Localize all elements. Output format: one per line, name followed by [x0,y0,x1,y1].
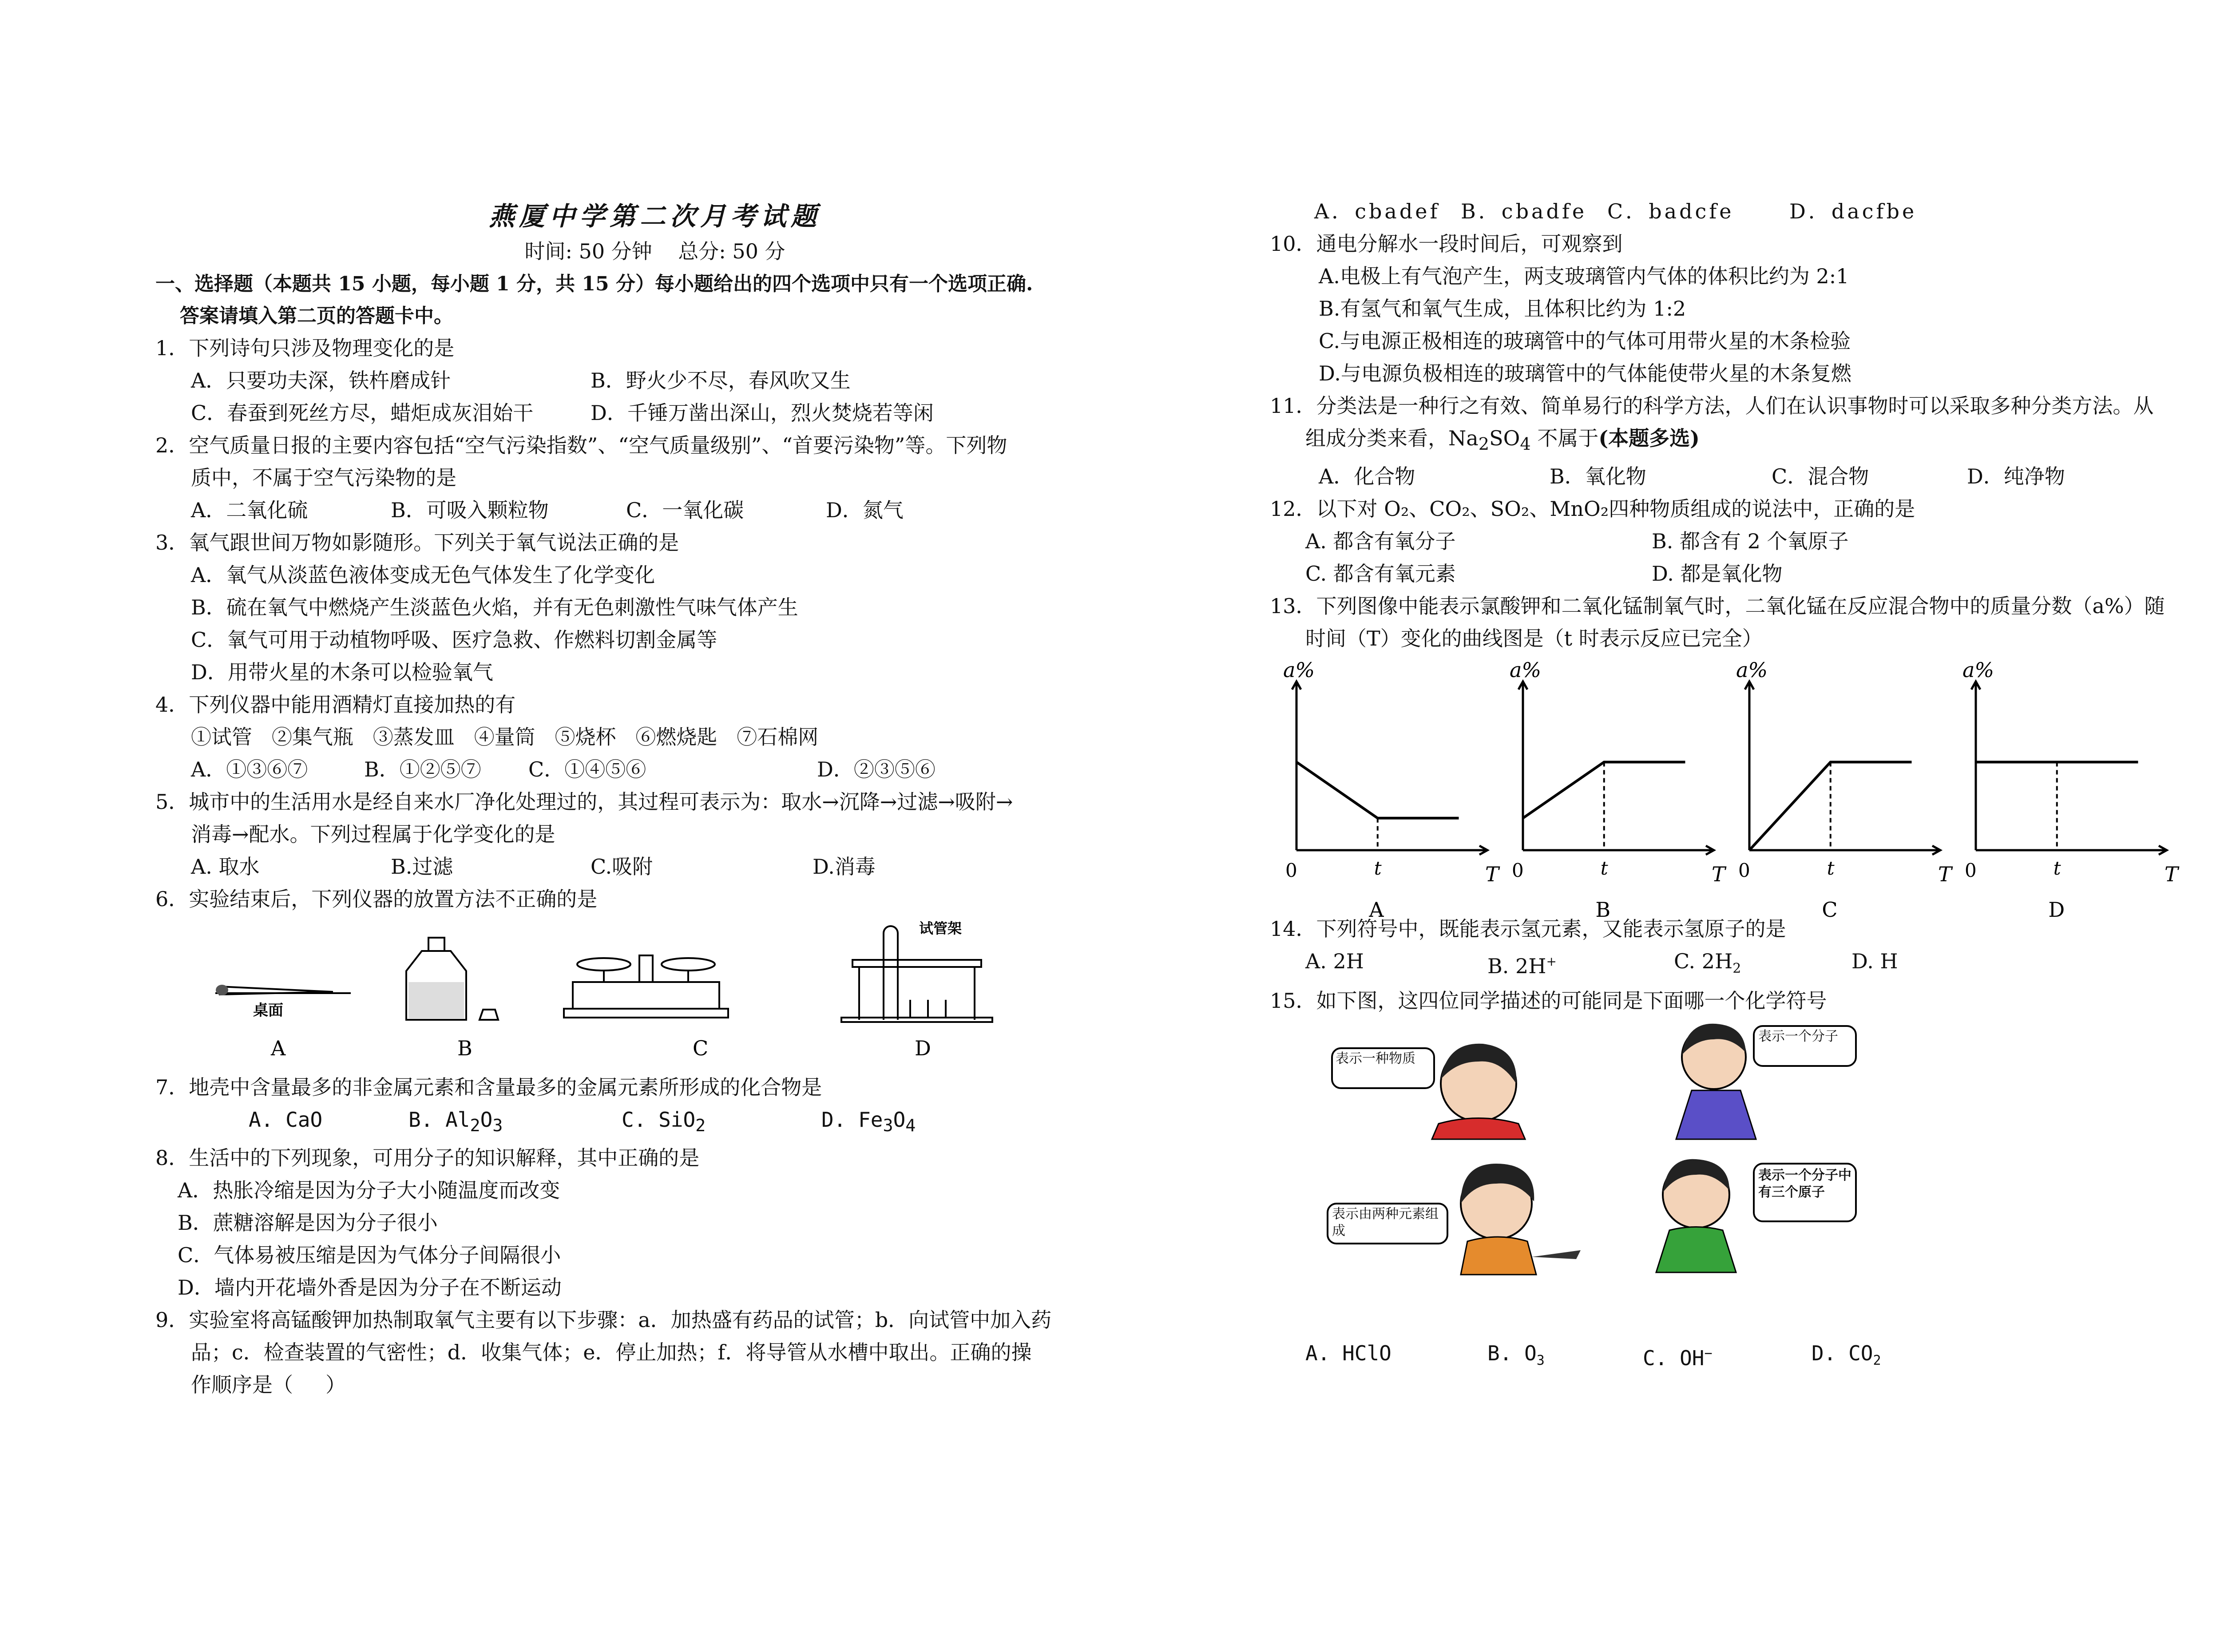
option-b[interactable]: B．野火少不尽，春风吹又生 [591,368,851,392]
question-12: 12．以下对 O₂、CO₂、SO₂、MnO₂四种物质组成的说法中，正确的是 A. 都含有氧分子 B. 都含有 2 个氧原子 C. 都含有氧元素 D. 都是氧化物 [1270,493,2220,590]
q13-chart-a-origin: 0 [1285,860,1297,882]
option-c[interactable]: C．①④⑤⑥ [528,757,646,781]
q13-chart-b-ylabel: a% [1510,658,1542,682]
option-d[interactable]: D．dacfbe [1789,199,1917,223]
q6-fig-d-test-tube-rack [841,920,992,1022]
q13-chart-b-xlabel: T [1712,862,1725,887]
option-c[interactable]: C. $2H_2$ [1674,949,1741,977]
option-a[interactable]: A. 都含有氧分子 [1305,529,1456,554]
option-d[interactable]: D. 都是氧化物 [1652,562,1783,586]
option-b[interactable]: B. $O_3$ [1487,1341,1545,1369]
question-8: 8．生活中的下列现象，可用分子的知识解释，其中正确的是 A．热胀冷缩是因为分子大小随温度而改变 B．蔗糖溶解是因为分子很小 C．气体易被压缩是因为气体分子间隔很小 D．墙内开花墙外香是因为分子在不断运动 [155,1142,1154,1304]
option-d[interactable]: D．墙内开花墙外香是因为分子在不断运动 [178,1276,562,1300]
q13-chart-b-origin: 0 [1512,860,1524,882]
q13-chart-a-xlabel: T [1485,862,1499,887]
bubble-2-text: 表示一个分子 [1758,1029,1838,1045]
q6-fig-c-balance [564,955,728,1018]
option-b[interactable]: B．氧化物 [1550,464,1646,489]
option-b[interactable]: B．①②⑤⑦ [364,757,481,781]
q6-fig-a-test-tube [215,985,351,1019]
option-a[interactable]: A．热胀冷缩是因为分子大小随温度而改变 [178,1178,560,1203]
option-a[interactable]: A. HClO [1305,1341,1391,1366]
option-d[interactable]: D. $CO_2$ [1812,1341,1881,1369]
q6-fig-b-reagent-bottle [406,938,498,1020]
q13-chart-c-option-label: C [1822,898,1838,922]
q13-chart-d-ylabel: a% [1962,658,1994,682]
question-9: 9．实验室将高锰酸钾加热制取氧气主要有以下步骤：a．加热盛有药品的试管；b．向试管中加入药 品；c．检查装置的气密性；d．收集气体；e．停止加热；f．将导管从水槽中取出。正确的操 作顺序是（ ） [155,1308,1052,1397]
right-column [1270,195,2220,1377]
option-c[interactable]: C．badcfe [1607,199,1734,223]
student-2-illustration [1676,1024,1856,1139]
q13-chart-c-xlabel: T [1938,862,1952,887]
q13-chart-c-origin: 0 [1738,860,1750,882]
q6-label-c[interactable]: C [693,1036,709,1060]
bubble-1-text: 表示一种物质 [1336,1051,1415,1067]
option-c[interactable]: C.吸附 [591,855,653,879]
q13-chart-b-t-label: t [1600,857,1608,879]
option-d[interactable]: D.消毒 [813,855,876,879]
option-b[interactable]: B．蔗糖溶解是因为分子很小 [178,1211,438,1235]
q13-chart-d-option-label: D [2048,898,2065,922]
bubble-4-text: 表示一个分子中有三个原子 [1758,1168,1851,1200]
question-3: 3．氧气跟世间万物如影随形。下列关于氧气说法正确的是 A．氧气从淡蓝色液体变成无色气体发生了化学变化 B．硫在氧气中燃烧产生淡蓝色火焰，并有无色刺激性气味气体产生 C．氧气可用于动植物呼吸、医疗急救、作燃料切割金属等 D．用带火星的木条可以检验氧气 [155,527,1154,689]
option-b[interactable]: B. $Al_2O_3$ [408,1108,503,1136]
option-a[interactable]: A．只要功夫深，铁杵磨成针 [191,368,451,392]
option-c[interactable]: C．气体易被压缩是因为气体分子间隔很小 [178,1243,561,1268]
option-c[interactable]: C．混合物 [1772,464,1869,489]
desk-label: 桌面 [253,1002,283,1019]
question-10: 10．通电分解水一段时间后，可观察到 A.电极上有气泡产生，两支玻璃管内气体的体积比约为 2:1 B.有氢气和氧气生成，且体积比约为 1:2 C.与电源正极相连的玻璃管中的气体可用带火星的木条检验 D.与电源负极相连的玻璃管中的气体能使带火星的木条复燃 [1270,228,2220,390]
q13-chart-c-t-label: t [1827,857,1835,879]
bubble-3-text: 表示由两种元素组成 [1332,1206,1439,1239]
question-13: 13．下列图像中能表示氯酸钾和二氧化锰制氧气时，二氧化锰在反应混合物中的质量分数（a%）随 时间（T）变化的曲线图是（t 时表示反应已完全） a% T 0 t A a% T 0 t B a% T 0 t C a% T 0 t D [1270,590,2220,913]
option-b[interactable]: B．可吸入颗粒物 [391,498,549,522]
question-7: 7．地壳中含量最多的非金属元素和含量最多的金属元素所形成的化合物是 A. CaO B. $Al_2O_3$ C. SiO$_2$ D. $Fe_3O_4$ [155,1071,1154,1142]
option-a[interactable]: A．氧气从淡蓝色液体变成无色气体发生了化学变化 [191,563,655,587]
option-b[interactable]: B. 2H+ [1487,954,1557,978]
question-15: 15．如下图，这四位同学描述的可能同是下面哪一个化学符号 表示一种物质 表示一个分子 表示由两种元素组成 表示一个分子中有三个原子 A. HClO B. $O_3$ C. OH− D. $CO_2$ [1270,985,2220,1377]
instrument-list: ①试管 ②集气瓶 ③蒸发皿 ④量筒 ⑤烧杯 ⑥燃烧匙 ⑦石棉网 [191,725,819,749]
q13-chart-a-ylabel: a% [1283,658,1315,682]
option-d[interactable]: D．千锤万凿出深山，烈火焚烧若等闲 [591,401,934,425]
q13-chart-a-option-label: A [1369,898,1384,922]
q13-chart-b-option-label: B [1595,898,1611,922]
exam-subtitle: 时间: 50 分钟 总分: 50 分 [524,239,785,263]
section-heading: 一、选择题（本题共 15 小题，每小题 1 分，共 15 分）每小题给出的四个选项中只有一个选项正确. 答案请填入第二页的答题卡中。 [155,273,1033,327]
q13-chart-d-xlabel: T [2164,862,2178,887]
option-b[interactable]: B．硫在氧气中燃烧产生淡蓝色火焰，并有无色刺激性气味气体产生 [191,595,798,619]
question-1: 1．下列诗句只涉及物理变化的是 A．只要功夫深，铁杵磨成针 B．野火少不尽，春风吹又生 C．春蚕到死丝方尽，蜡炬成灰泪始干 D．千锤万凿出深山，烈火焚烧若等闲 [155,332,1154,429]
option-b[interactable]: B.有氢气和氧气生成，且体积比约为 1:2 [1319,297,1686,321]
q13-chart-d-origin: 0 [1965,860,1977,882]
exam-title: 燕厦中学第二次月考试题 [488,201,821,231]
option-c[interactable]: C. OH− [1643,1346,1713,1370]
q6-label-b[interactable]: B [457,1036,472,1060]
q15-figure [1270,1017,2220,1328]
option-a[interactable]: A.电极上有气泡产生，两支玻璃管内气体的体积比约为 2:1 [1319,264,1849,288]
option-c[interactable]: C．一氧化碳 [626,498,744,522]
q13-chart-c-ylabel: a% [1736,658,1768,682]
option-c[interactable]: C.与电源正极相连的玻璃管中的气体可用带火星的木条检验 [1319,329,1851,353]
option-a[interactable]: A. 取水 [191,855,260,879]
option-d[interactable]: D．用带火星的木条可以检验氧气 [191,660,493,684]
q13-chart-a-curve [1296,762,1459,818]
option-d[interactable]: D．②③⑤⑥ [817,757,936,781]
option-a[interactable]: A. 2H [1305,949,1364,974]
q6-figure [155,915,1154,1062]
option-a[interactable]: A. CaO [249,1108,323,1132]
student-3-illustration [1328,1164,1581,1275]
question-5: 5．城市中的生活用水是经自来水厂净化处理过的，其过程可表示为：取水→沉降→过滤→吸附→ 消毒→配水。下列过程属于化学变化的是 A. 取水 B.过滤 C.吸附 D.消毒 [155,786,1154,883]
student-1-illustration [1332,1044,1525,1139]
q6-label-a[interactable]: A [271,1036,286,1060]
question-2: 2．空气质量日报的主要内容包括“空气污染指数”、“空气质量级别”、“首要污染物”等。下列物 质中，不属于空气污染物的是 A．二氧化硫 B．可吸入颗粒物 C．一氧化碳 D．氮气 [155,429,1154,527]
option-d[interactable]: D. $Fe_3O_4$ [821,1108,916,1136]
option-a[interactable]: A．①③⑥⑦ [191,757,308,781]
question-4: 4．下列仪器中能用酒精灯直接加热的有 ①试管 ②集气瓶 ③蒸发皿 ④量筒 ⑤烧杯 ⑥燃烧匙 ⑦石棉网 A．①③⑥⑦ B．①②⑤⑦ C．①④⑤⑥ D．②③⑤⑥ [155,689,1154,786]
option-a[interactable]: A．二氧化硫 [191,498,308,522]
q6-label-d[interactable]: D [915,1036,931,1060]
q13-chart-d-t-label: t [2053,857,2061,879]
q13-graphs [1270,655,2220,922]
question-11: 11．分类法是一种行之有效、简单易行的科学方法，人们在认识事物时可以采取多种分类方法。从 组成分类来看，$Na_2SO_4$ 不属于(本题多选) A．化合物 B．氧化物 C．混合物 D．纯净物 [1270,390,2220,493]
rack-label: 试管架 [919,920,962,937]
option-b[interactable]: B. 都含有 2 个氧原子 [1652,529,1849,554]
option-c[interactable]: C. SiO$_2$ [622,1108,706,1136]
q13-chart-a-t-label: t [1374,857,1382,879]
option-d[interactable]: D.与电源负极相连的玻璃管中的气体能使带火星的木条复燃 [1319,361,1851,385]
option-b[interactable]: B．cbadfe [1461,199,1587,223]
option-d[interactable]: D．氮气 [826,498,904,522]
option-d[interactable]: D．纯净物 [1967,464,2065,489]
question-6: 6．实验结束后，下列仪器的放置方法不正确的是 桌面 试管架 A B C D [155,883,1154,1071]
student-4-illustration [1656,1159,1856,1272]
left-column [155,195,1154,1401]
q9-options [1270,195,2220,228]
option-a[interactable]: A．cbadef [1314,199,1440,223]
question-14: 14．下列符号中，既能表示氢元素，又能表示氢原子的是 A. 2H B. 2H+ C. $2H_2$ D. H [1270,913,2220,985]
option-a[interactable]: A．化合物 [1319,464,1415,489]
option-c[interactable]: C．氧气可用于动植物呼吸、医疗急救、作燃料切割金属等 [191,628,718,652]
option-b[interactable]: B.过滤 [391,855,453,879]
option-c[interactable]: C. 都含有氧元素 [1305,562,1456,586]
option-c[interactable]: C．春蚕到死丝方尽，蜡炬成灰泪始干 [191,401,534,425]
option-d[interactable]: D. H [1851,949,1898,974]
